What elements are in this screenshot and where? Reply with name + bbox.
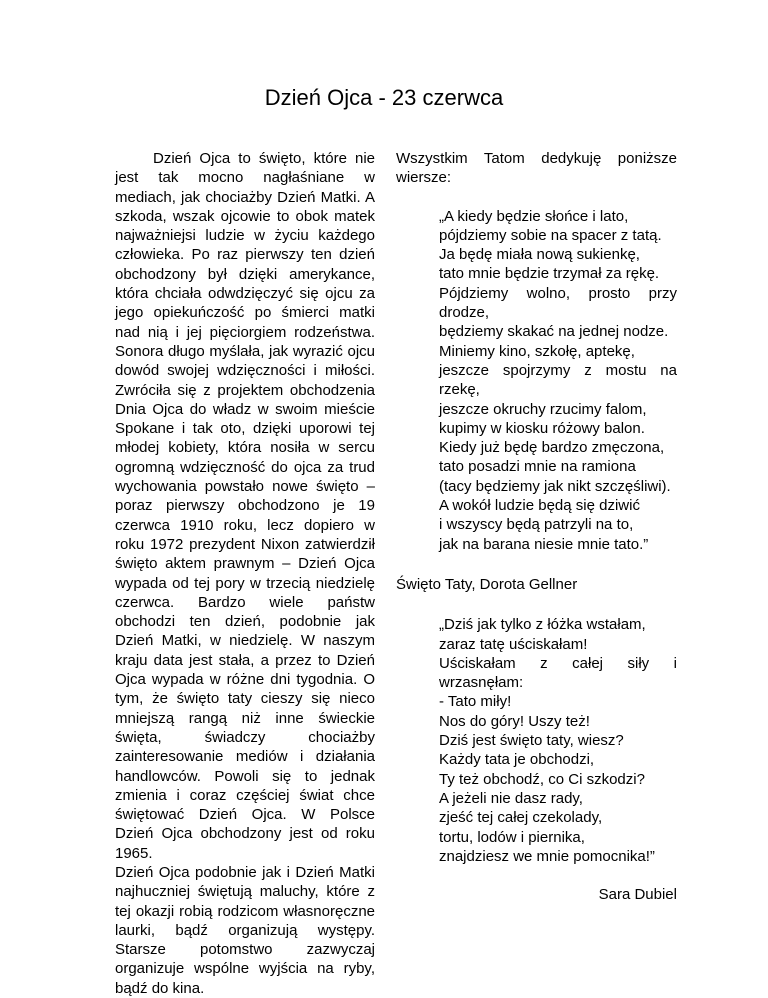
article-paragraph-2: Dzień Ojca podobnie jak i Dzień Matki najhuczniej świętują maluchy, które z tej okazji robią rodzicom własnoręczne laurki, bądź organizują występy. Starsze potomstwo zazwyczaj organizuje wspólne wyjścia na ryby, bądź do kina. <box>115 863 375 997</box>
poem-2-line: Nos do góry! Uszy też! <box>439 712 590 730</box>
right-column <box>396 149 677 904</box>
page-title: Dzień Ojca - 23 czerwca <box>264 85 504 110</box>
poem-1-line: pójdziemy sobie na spacer z tatą. <box>439 226 662 244</box>
poem-1-line: Pójdziemy wolno, prosto przy drodze, <box>439 284 677 322</box>
poem-2-line: Uściskałam z całej siły i wrzasnęłam: <box>439 654 677 692</box>
poem-2-line: Dziś jest święto taty, wiesz? <box>439 732 624 750</box>
poem-2-line: zaraz tatę uściskałam! <box>439 635 588 653</box>
poem-1-line: (tacy będziemy jak nikt szczęśliwi). <box>439 477 671 495</box>
poem-2-line: znajdziesz we mnie pomocnika!” <box>439 847 655 865</box>
poem-2-line: Ty też obchodź, co Ci szkodzi? <box>439 770 645 788</box>
poem-1-line: jak na barana niesie mnie tato.” <box>439 535 649 553</box>
article-paragraph-1: Dzień Ojca to święto, które nie jest tak mocno nagłaśniane w mediach, jak chociażby Dzień Matki. A szkoda, wszak ojcowie to obok matek najważniejsi ludzie w życiu każdego człowieka. Po raz pierwszy ten dzień obchodzony był dzięki amerykance, która chciała odwdzięczyć się ojcu za jego opiekuńczość po śmierci matki nad nią i jej pięciorgiem rodzeństwa. Sonora długo myślała, jak wyrazić ojcu dowód swojej wdzięczności i miłości. Zwróciła się z projektem obchodzenia Dnia Ojca do władz w swoim mieście Spokane i tak oto, dzięki uporowi tej młodej kobiety, która nosiła w sercu ogromną wdzięczność do ojca za trud wychowania powstało nowe święto – poraz pierwszy obchodzono je 19 czerwca 1910 roku, lecz dopiero w roku 1972 prezydent Nixon zatwierdził święto aktem prawnym – Dzień Ojca wypada od tej pory w trzecią niedzielę czerwca. Bardzo wiele państw obchodzi ten dzień, podobnie jak Dzień Matki, w niedzielę. W naszym kraju data jest stała, a przez to Dzień Ojca wypada w różne dni tygodnia. O tym, że święto taty cieszy się nieco mniejszą rangą niż inne świeckie święta, świadczy chociażby zainteresowanie mediów i działania handlowców. Powoli się to jednak zmienia i coraz częściej świat chce świętować Dzień Ojca. W Polsce Dzień Ojca obchodzony jest od roku 1965. <box>115 150 375 862</box>
poem-2-author: Sara Dubiel <box>598 886 677 904</box>
poem-1-line: będziemy skakać na jednej nodze. <box>439 323 669 341</box>
poem-1-line: „A kiedy będzie słońce i lato, <box>439 207 629 225</box>
poem-1-line: tato posadzi mnie na ramiona <box>439 458 636 476</box>
poem-2-line: zjeść tej całej czekolady, <box>439 809 603 827</box>
poem-1-line: kupimy w kiosku różowy balon. <box>439 419 645 437</box>
poem-2-line: - Tato miły! <box>439 693 512 711</box>
poem-1-line: A wokół ludzie będą się dziwić <box>439 497 640 515</box>
poem-1-line: jeszcze okruchy rzucimy falom, <box>439 400 647 418</box>
poem-1-line: i wszyscy będą patrzyli na to, <box>439 516 634 534</box>
poem-2-line: tortu, lodów i piernika, <box>439 828 585 846</box>
poem-1 <box>439 207 677 554</box>
poem-2-line: A jeżeli nie dasz rady, <box>439 789 583 807</box>
poem-2-line: „Dziś jak tylko z łóżka wstałam, <box>439 616 646 634</box>
poem-1-line: jeszcze spojrzymy z mostu na rzekę, <box>439 361 677 399</box>
poem-1-line: Ja będę miała nową sukienkę, <box>439 246 640 264</box>
poem-1-line: tato mnie będzie trzymał za rękę. <box>439 265 660 283</box>
poem-2-line: Każdy tata je obchodzi, <box>439 751 595 769</box>
poem-1-attribution: Święto Taty, Dorota Gellner <box>396 575 578 593</box>
poem-1-line: Kiedy już będę bardzo zmęczona, <box>439 439 665 457</box>
left-column <box>115 149 375 998</box>
dedication-text: Wszystkim Tatom dedykuję poniższe wiersze: <box>396 150 677 187</box>
poem-1-line: Miniemy kino, szkołę, aptekę, <box>439 342 635 360</box>
poem-2 <box>439 615 677 866</box>
